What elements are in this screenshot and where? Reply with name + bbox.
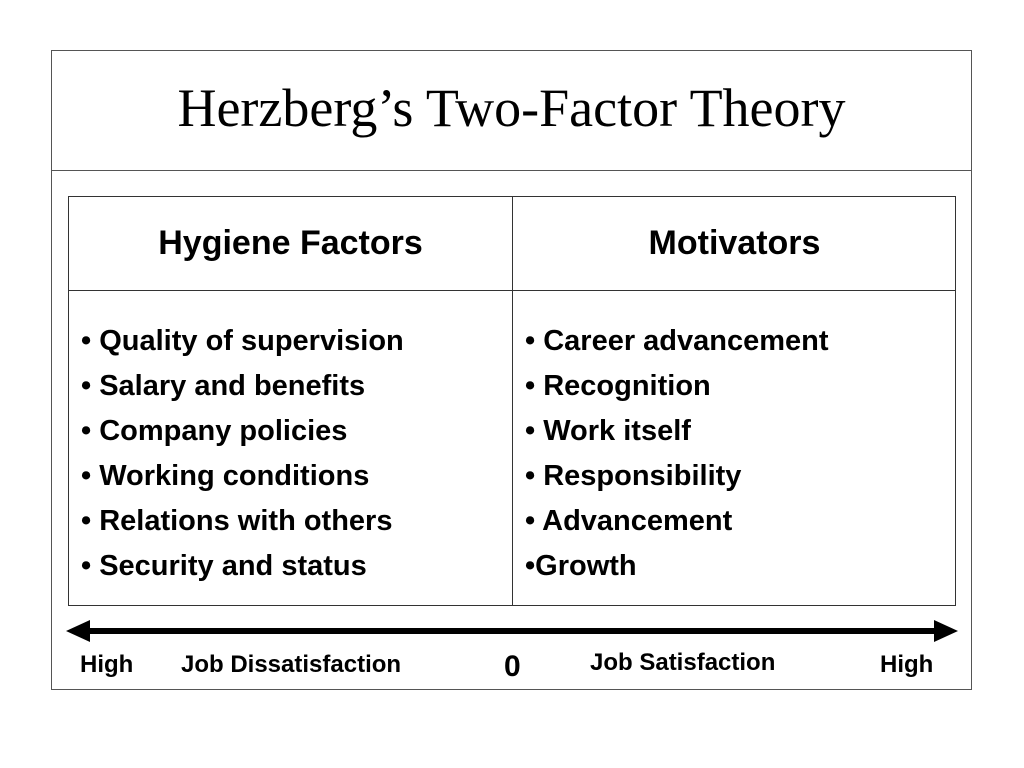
- slide-title: Herzberg’s Two-Factor Theory: [177, 77, 846, 138]
- list-item: • Advancement: [525, 505, 733, 537]
- list-item: • Quality of supervision: [81, 325, 404, 357]
- right-arrowhead-icon: [934, 620, 958, 642]
- list-item: • Salary and benefits: [81, 370, 366, 402]
- motivators-list: [525, 319, 829, 589]
- slide-frame: [51, 50, 972, 690]
- job-dissatisfaction-label: Job Dissatisfaction: [181, 651, 402, 678]
- list-item: • Working conditions: [81, 460, 370, 492]
- factor-table: [68, 196, 956, 606]
- header-divider: [69, 290, 955, 291]
- motivators-header: Motivators: [648, 224, 821, 262]
- axis-right-end-label: High: [880, 651, 934, 678]
- list-item: •Growth: [525, 550, 637, 582]
- hygiene-factors-list: [81, 319, 404, 589]
- list-item: • Responsibility: [525, 460, 742, 492]
- list-item: • Company policies: [81, 415, 348, 447]
- list-item: • Security and status: [81, 550, 367, 582]
- double-arrow-axis: [66, 618, 958, 644]
- list-item: • Recognition: [525, 370, 711, 402]
- axis-zero-label: 0: [504, 650, 521, 683]
- title-bar: [52, 51, 971, 171]
- list-item: • Work itself: [525, 415, 691, 447]
- list-item: • Career advancement: [525, 325, 829, 357]
- list-item: • Relations with others: [81, 505, 393, 537]
- left-arrowhead-icon: [66, 620, 90, 642]
- job-satisfaction-label: Job Satisfaction: [590, 649, 776, 676]
- axis-left-end-label: High: [80, 651, 134, 678]
- hygiene-factors-header: Hygiene Factors: [158, 224, 423, 262]
